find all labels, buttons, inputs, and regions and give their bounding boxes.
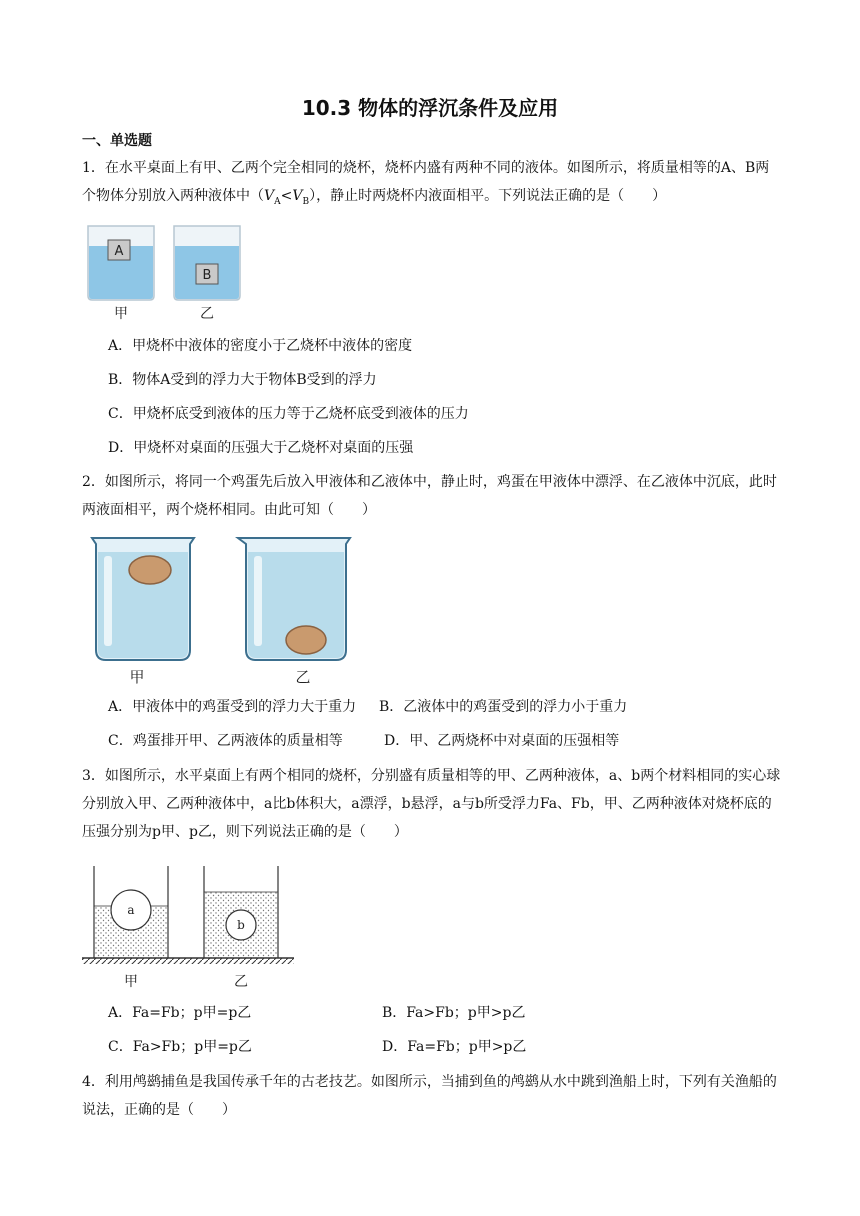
beaker-jia-egg (92, 538, 194, 660)
ball-b-label: b (237, 918, 245, 932)
question-4-stem: 4．利用鸬鹚捕鱼是我国传承千年的古老技艺。如图所示，当捕到鱼的鸬鹚从水中跳到渔船上时，下列有关渔船的说法，正确的是（ ） (82, 1074, 777, 1118)
q3-option-c[interactable]: C．Fa>Fb；p甲=p乙 (108, 1039, 252, 1055)
object-b-label: B (202, 268, 212, 283)
question-2-stem: 2．如图所示，将同一个鸡蛋先后放入甲液体和乙液体中，静止时，鸡蛋在甲液体中漂浮、在乙液体中沉底，此时两液面相平，两个烧杯相同。由此可知（ ） (82, 474, 777, 518)
beaker-yi (174, 226, 240, 300)
q1-option-d[interactable]: D．甲烧杯对桌面的压强大于乙烧杯对桌面的压强 (108, 440, 414, 456)
beaker-jia (88, 226, 154, 300)
container-jia (94, 866, 168, 958)
q3-option-a[interactable]: A．Fa=Fb；p甲=p乙 (108, 1005, 252, 1021)
question-2-figure (90, 536, 360, 686)
q2-option-b[interactable]: B．乙液体中的鸡蛋受到的浮力小于重力 (379, 699, 628, 715)
q2-option-d[interactable]: D．甲、乙两烧杯中对桌面的压强相等 (384, 733, 620, 749)
q1-option-b[interactable]: B．物体A受到的浮力大于物体B受到的浮力 (108, 372, 377, 388)
q3-option-b[interactable]: B．Fa>Fb；p甲>p乙 (382, 1005, 526, 1021)
caption-yi-3: 乙 (234, 974, 248, 990)
question-3-figure (82, 864, 296, 992)
q2-option-a[interactable]: A．甲液体中的鸡蛋受到的浮力大于重力 (108, 699, 357, 715)
ball-a-label: a (127, 903, 135, 917)
question-1-figure (84, 222, 244, 322)
container-yi (204, 866, 278, 958)
beaker-yi-egg (238, 538, 350, 660)
question-1-stem: 1．在水平桌面上有甲、乙两个完全相同的烧杯，烧杯内盛有两种不同的液体。如图所示，将质量相等的A、B两个物体分别放入两种液体中$(V_A<V_B)$，静止时两烧杯内液面相平。下列说法正确的是（ ） (82, 160, 770, 207)
caption-yi: 乙 (200, 306, 214, 322)
caption-jia-3: 甲 (124, 974, 138, 990)
page-title: 10.3 物体的浮沉条件及应用 (301, 96, 559, 120)
q1-option-c[interactable]: C．甲烧杯底受到液体的压力等于乙烧杯底受到液体的压力 (108, 406, 469, 422)
q3-option-d[interactable]: D．Fa=Fb；p甲>p乙 (382, 1039, 527, 1055)
object-a-label: A (114, 244, 124, 259)
caption-jia-2: 甲 (129, 668, 145, 686)
section-heading: 一、单选题 (82, 133, 152, 149)
q1-option-a[interactable]: A．甲烧杯中液体的密度小于乙烧杯中液体的密度 (108, 338, 413, 354)
question-3-stem: 3．如图所示，水平桌面上有两个相同的烧杯，分别盛有质量相等的甲、乙两种液体，a、b两个材料相同的实心球分别放入甲、乙两种液体中，a比b体积大，a漂浮，b悬浮，a与b所受浮力Fa、Fb，甲、乙两种液体对烧杯底的压强分别为p甲、p乙，则下列说法正确的是（ ） (82, 768, 781, 840)
caption-jia: 甲 (114, 306, 128, 322)
egg-sunk (286, 626, 326, 654)
caption-yi-2: 乙 (295, 668, 311, 686)
egg-floating (129, 556, 171, 584)
q2-option-c[interactable]: C．鸡蛋排开甲、乙两液体的质量相等 (108, 733, 343, 749)
